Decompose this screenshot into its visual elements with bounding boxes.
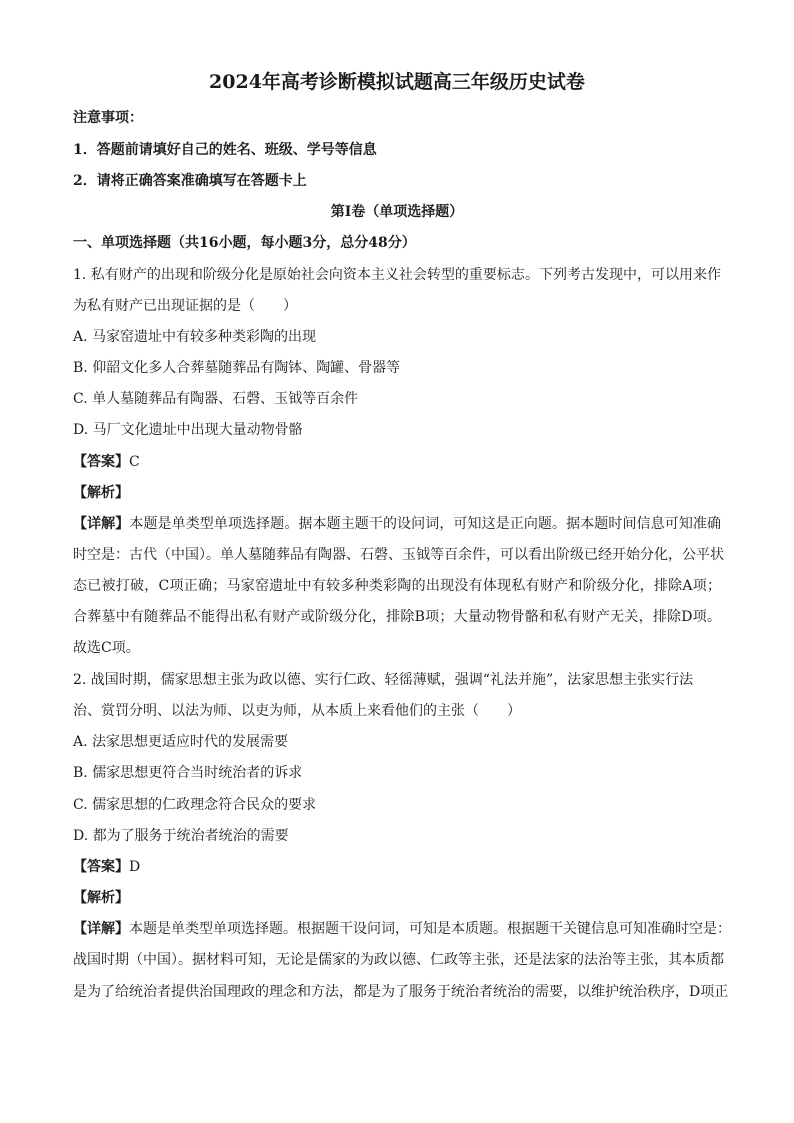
- q1-stem-line-2: 为私有财产已出现证据的是（ ）: [73, 298, 297, 314]
- q1-option-b: B. 仰韶文化多人合葬墓随葬品有陶钵、陶罐、骨器等: [73, 360, 401, 376]
- q1-option-d: D. 马厂文化遗址中出现大量动物骨骼: [73, 422, 303, 438]
- volume-heading: 第Ⅰ卷（单项选择题）: [330, 204, 464, 220]
- q2-option-c: C. 儒家思想的仁政理念符合民众的要求: [73, 797, 317, 813]
- q2-answer-tag: 【答案】: [73, 859, 129, 875]
- q2-detail-line-1: [73, 919, 731, 939]
- q2-detail-line-2: 战国时期（中国）。据材料可知，无论是儒家的为政以德、仁政等主张，还是法家的法治等主张，其本质都: [73, 952, 724, 968]
- q2-stem-line-2: 治、赏罚分明、以法为师、以吏为师，从本质上来看他们的主张（ ）: [73, 703, 521, 719]
- q1-detail-line-3: 态已被打破，C项正确；马家窑遗址中有较多种类彩陶的出现没有体现私有财产和阶级分化，排除A项；: [73, 578, 721, 594]
- q1-detail-line-5: 故选C项。: [73, 640, 140, 656]
- q1-detail-text-1: 本题是单类型单项选择题。据本题主题干的设问词，可知这是正向题。据本题时间信息可知准确: [129, 516, 722, 532]
- q1-option-a: A. 马家窑遗址中有较多种类彩陶的出现: [73, 329, 317, 345]
- q1-detail-line-2: 时空是：古代（中国）。单人墓随葬品有陶器、石磬、玉钺等百余件，可以看出阶级已经开始分化，公平状: [73, 547, 724, 563]
- q1-answer: [73, 452, 140, 472]
- q2-analysis-tag: 【解析】: [73, 890, 129, 906]
- q1-detail-line-1: [73, 514, 721, 534]
- q1-answer-value: C: [129, 454, 140, 470]
- q2-answer-value: D: [129, 859, 141, 875]
- notice-item-2: 2．请将正确答案准确填写在答题卡上: [73, 173, 307, 189]
- q1-analysis-tag: 【解析】: [73, 485, 129, 501]
- notice-heading: 注意事项：: [73, 110, 143, 126]
- q2-detail-tag: 【详解】: [73, 921, 129, 937]
- q1-option-c: C. 单人墓随葬品有陶器、石磬、玉钺等百余件: [73, 391, 359, 407]
- q2-option-d: D. 都为了服务于统治者统治的需要: [73, 828, 289, 844]
- part-heading: 一、单项选择题（共16小题，每小题3分，总分48分）: [73, 235, 416, 251]
- q2-stem-line-1: 2. 战国时期，儒家思想主张为政以德、实行仁政、轻徭薄赋，强调“礼法并施”，法家思想主张实行法: [73, 672, 694, 688]
- notice-item-1: 1．答题前请填好自己的姓名、班级、学号等信息: [73, 142, 377, 158]
- q2-option-b: B. 儒家思想更符合当时统治者的诉求: [73, 765, 303, 781]
- q1-detail-tag: 【详解】: [73, 516, 130, 532]
- q2-detail-text-1: 本题是单类型单项选择题。根据题干设问词，可知是本质题。根据题干关键信息可知准确时空是：: [129, 921, 731, 937]
- q2-detail-line-3: 是为了给统治者提供治国理政的理念和方法，都是为了服务于统治者统治的需要，以维护统治秩序，D项正: [73, 984, 729, 1000]
- page-title: 2024年高考诊断模拟试题高三年级历史试卷: [209, 71, 585, 93]
- q2-option-a: A. 法家思想更适应时代的发展需要: [73, 734, 289, 750]
- q2-answer: [73, 857, 140, 877]
- q1-answer-tag: 【答案】: [73, 454, 129, 470]
- q1-stem-line-1: 1. 私有财产的出现和阶级分化是原始社会向资本主义社会转型的重要标志。下列考古发现中，可以用来作: [73, 267, 721, 283]
- q1-detail-line-4: 合葬墓中有随葬品不能得出私有财产或阶级分化，排除B项；大量动物骨骼和私有财产无关，排除D项。: [73, 609, 721, 625]
